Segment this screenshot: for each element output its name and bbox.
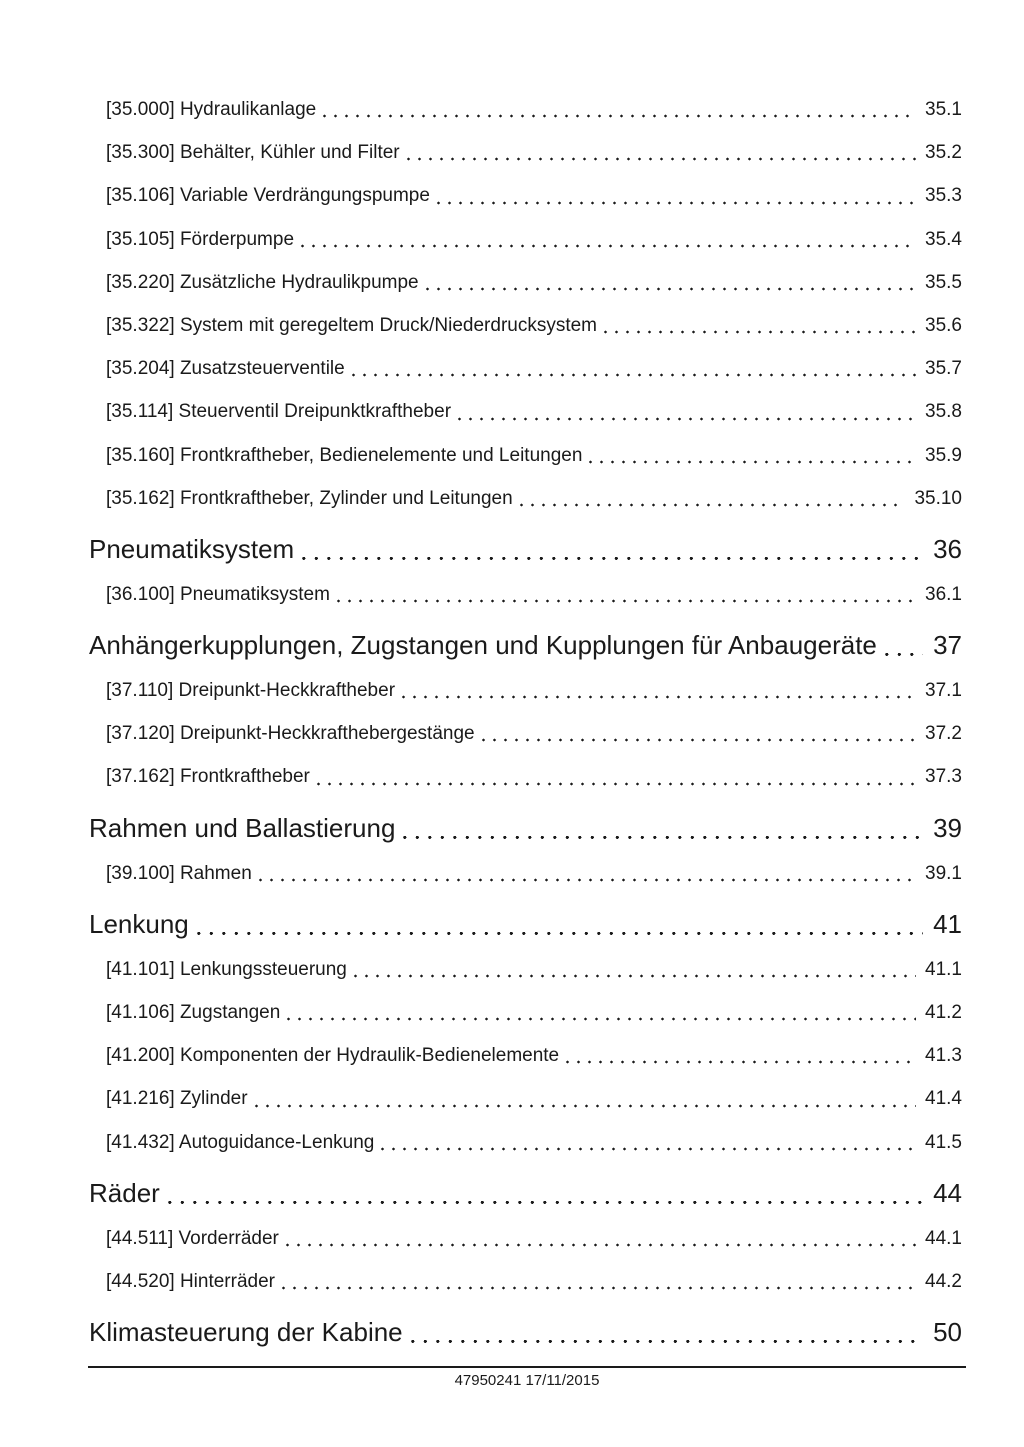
toc-dot-leader — [426, 287, 916, 291]
toc-dot-leader — [255, 1104, 916, 1108]
toc-entry-label: [41.216] Zylinder — [106, 1088, 248, 1110]
toc-entry-page-number: 37.2 — [925, 723, 962, 745]
toc-entry — [89, 390, 962, 433]
toc-entry-page-number: 41.3 — [925, 1045, 962, 1067]
toc-entry — [89, 477, 962, 520]
toc-dot-leader — [337, 599, 916, 603]
toc-entry-label: [35.105] Förderpumpe — [106, 228, 295, 250]
toc-dot-leader — [604, 330, 916, 334]
toc-entry-label: [37.120] Dreipunkt-Heckkrafthebergestänge — [106, 723, 475, 745]
toc-entry-page-number: 35.1 — [925, 99, 962, 120]
toc-entry — [89, 1260, 962, 1303]
toc-entry-label: [41.101] Lenkungssteuerung — [106, 958, 347, 980]
toc-section-entry — [89, 525, 962, 573]
toc-entry-label: Pneumatiksystem — [89, 533, 295, 564]
toc-dot-leader — [458, 417, 916, 421]
toc-entry — [89, 434, 962, 477]
toc-entry-page-number: 37.1 — [925, 680, 962, 702]
toc-entry — [89, 88, 962, 131]
toc-entry-label: [37.162] Frontkraftheber — [106, 766, 310, 788]
toc-dot-leader — [168, 1200, 923, 1205]
footer-publication-info: 47950241 17/11/2015 — [454, 1372, 600, 1389]
toc-dot-leader — [411, 1339, 923, 1344]
toc-entry-page-number: 35.4 — [925, 228, 962, 250]
toc-entry-label: [35.162] Frontkraftheber, Zylinder und Leitungen — [106, 487, 513, 509]
toc-entry-label: [39.100] Rahmen — [106, 862, 252, 884]
toc-dot-leader — [437, 201, 916, 205]
toc-entry-label: Lenkung — [89, 908, 189, 939]
toc-dot-leader — [482, 738, 916, 742]
toc-dot-leader — [301, 244, 916, 248]
toc-entry — [89, 669, 962, 712]
toc-entry-page-number: 36 — [933, 533, 962, 564]
toc-entry-label: Rahmen und Ballastierung — [89, 812, 396, 843]
toc-dot-leader — [381, 1147, 916, 1151]
toc-entry-page-number: 44 — [933, 1177, 962, 1208]
toc-entry — [89, 347, 962, 390]
toc-entry-label: [36.100] Pneumatiksystem — [106, 583, 330, 605]
toc-entry-page-number: 50 — [933, 1317, 962, 1348]
toc-dot-leader — [286, 1243, 916, 1247]
table-of-contents — [89, 88, 962, 1356]
toc-entry-label: [35.106] Variable Verdrängungspumpe — [106, 185, 430, 207]
toc-entry — [89, 991, 962, 1034]
toc-entry-page-number: 35.8 — [925, 401, 962, 423]
toc-entry-page-number: 41.2 — [925, 1002, 962, 1023]
toc-dot-leader — [403, 835, 923, 840]
toc-entry-page-number: 39.1 — [925, 862, 962, 884]
toc-dot-leader — [566, 1060, 916, 1064]
toc-entry-page-number: 41 — [933, 908, 962, 939]
toc-entry — [89, 304, 962, 347]
toc-entry-page-number: 35.7 — [925, 358, 962, 380]
toc-dot-leader — [520, 503, 906, 507]
toc-entry-page-number: 35.2 — [925, 142, 962, 164]
toc-entry-label: [37.110] Dreipunkt-Heckkraftheber — [106, 680, 396, 702]
toc-section-entry — [89, 1169, 962, 1217]
toc-entry-page-number: 37 — [933, 630, 962, 661]
toc-entry — [89, 1077, 962, 1120]
toc-entry — [89, 1121, 962, 1164]
toc-entry — [89, 218, 962, 261]
toc-section-entry — [89, 900, 962, 948]
toc-dot-leader — [287, 1017, 916, 1021]
toc-dot-leader — [354, 974, 916, 978]
toc-entry — [89, 261, 962, 304]
toc-entry — [89, 573, 962, 616]
toc-entry — [89, 948, 962, 991]
toc-entry-page-number: 35.3 — [925, 185, 962, 207]
toc-entry-label: [35.300] Behälter, Kühler und Filter — [106, 142, 400, 164]
toc-entry — [89, 174, 962, 217]
toc-entry-page-number: 44.2 — [925, 1270, 962, 1292]
toc-dot-leader — [259, 878, 916, 882]
toc-entry-label: [35.000] Hydraulikanlage — [106, 99, 317, 120]
toc-dot-leader — [407, 157, 916, 161]
toc-entry-label: Klimasteuerung der Kabine — [89, 1317, 403, 1348]
toc-entry-label: [35.114] Steuerventil Dreipunktkraftheber — [106, 401, 452, 423]
toc-section-entry — [89, 804, 962, 852]
toc-entry — [89, 852, 962, 895]
toc-section-entry — [89, 1308, 962, 1356]
toc-dot-leader — [197, 931, 923, 936]
toc-entry-page-number: 41.4 — [925, 1088, 962, 1110]
toc-entry-page-number: 35.5 — [925, 271, 962, 293]
toc-entry-page-number: 35.9 — [925, 444, 962, 466]
toc-dot-leader — [323, 114, 916, 118]
toc-entry — [89, 755, 962, 798]
toc-entry-label: [41.432] Autoguidance-Lenkung — [106, 1131, 375, 1153]
toc-entry-label: [41.200] Komponenten der Hydraulik-Bedienelemente — [106, 1045, 560, 1067]
toc-entry-label: [35.204] Zusatzsteuerventile — [106, 358, 345, 380]
toc-entry-label: [35.322] System mit geregeltem Druck/Niederdrucksystem — [106, 314, 598, 336]
toc-dot-leader — [302, 556, 923, 561]
toc-entry-label: Räder — [89, 1177, 160, 1208]
toc-entry-page-number: 39 — [933, 812, 962, 843]
toc-entry-label: Anhängerkupplungen, Zugstangen und Kupplungen für Anbaugeräte — [89, 630, 877, 661]
toc-entry-label: [44.511] Vorderräder — [106, 1227, 279, 1249]
toc-dot-leader — [589, 460, 916, 464]
toc-entry-page-number: 37.3 — [925, 766, 962, 788]
toc-dot-leader — [352, 373, 916, 377]
toc-dot-leader — [282, 1286, 916, 1290]
toc-section-entry — [89, 621, 962, 669]
toc-entry — [89, 1034, 962, 1077]
toc-entry-page-number: 36.1 — [925, 583, 962, 605]
toc-entry-page-number: 41.1 — [925, 958, 962, 980]
toc-entry-label: [35.160] Frontkraftheber, Bedienelemente und Leitungen — [106, 444, 583, 466]
toc-entry-page-number: 35.6 — [925, 314, 962, 336]
toc-entry-label: [35.220] Zusätzliche Hydraulikpumpe — [106, 271, 419, 293]
toc-dot-leader — [402, 695, 916, 699]
toc-entry — [89, 131, 962, 174]
toc-dot-leader — [885, 652, 923, 657]
toc-entry — [89, 712, 962, 755]
toc-entry-label: [41.106] Zugstangen — [106, 1002, 281, 1023]
toc-dot-leader — [317, 782, 916, 786]
footer-divider — [88, 1366, 966, 1368]
toc-entry-label: [44.520] Hinterräder — [106, 1270, 275, 1292]
toc-entry — [89, 1217, 962, 1260]
toc-entry-page-number: 41.5 — [925, 1131, 962, 1153]
toc-entry-page-number: 35.10 — [914, 487, 962, 509]
toc-entry-page-number: 44.1 — [925, 1227, 962, 1249]
